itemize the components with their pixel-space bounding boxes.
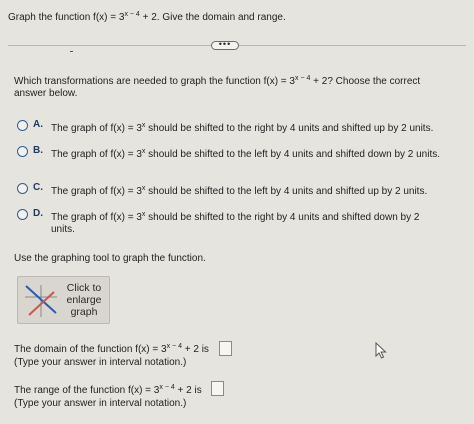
question-title: Graph the function $f(x) = 3^{x - 4} + 2$. Give the domain and range. [8, 11, 286, 23]
option-b-radio[interactable] [17, 146, 28, 157]
option-c-text[interactable]: The graph of $f(x) = 3^x$ should be shifted to the left by 4 units and shifted up by 2 units. [51, 185, 428, 197]
domain-answer-input[interactable] [219, 341, 232, 356]
range-question: The range of the function $f(x) = 3^{x - 4} + 2$ is [14, 384, 202, 396]
range-answer-input[interactable] [211, 381, 224, 396]
option-d-text[interactable]: The graph of $f(x) = 3^x$ should be shifted to the right by 4 units and shifted down by 2 [51, 211, 420, 223]
transformations-prompt: Which transformations are needed to graph the function $f(x) = 3^{x - 4} + 2$? Choose the correct [14, 75, 421, 87]
domain-hint: (Type your answer in interval notation.) [14, 357, 187, 368]
option-d-radio[interactable] [17, 209, 28, 220]
mouse-cursor-icon [375, 342, 387, 360]
more-button[interactable]: ••• [211, 41, 239, 50]
option-a-letter: A. [33, 119, 43, 130]
dash-mark [70, 51, 73, 52]
range-hint: (Type your answer in interval notation.) [14, 398, 187, 409]
option-d-text-line2[interactable]: units. [51, 224, 75, 235]
option-a-text[interactable]: The graph of $f(x) = 3^x$ should be shifted to the right by 4 units and shifted up by 2 units. [51, 122, 434, 134]
option-a-radio[interactable] [17, 120, 28, 131]
option-b-letter: B. [33, 145, 43, 156]
transformations-prompt-line2: answer below. [14, 88, 78, 99]
enlarge-graph-button[interactable] [17, 276, 110, 324]
option-c-radio[interactable] [17, 183, 28, 194]
graphing-tool-instruction: Use the graphing tool to graph the function. [14, 253, 206, 264]
domain-question: The domain of the function $f(x) = 3^{x - 4} + 2$ is [14, 343, 209, 355]
enlarge-graph-label: Click to enlarge graph [66, 282, 102, 318]
option-b-text[interactable]: The graph of $f(x) = 3^x$ should be shifted to the left by 4 units and shifted down by 2 units. [51, 148, 441, 160]
graph-thumbnail-icon [23, 283, 59, 319]
option-c-letter: C. [33, 182, 43, 193]
option-d-letter: D. [33, 208, 43, 219]
